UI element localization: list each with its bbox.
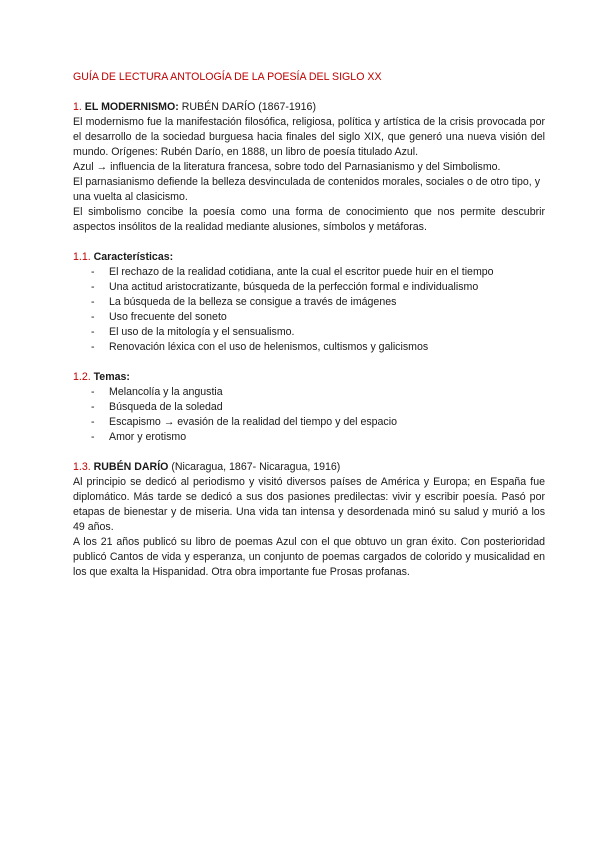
section-1-paragraph-1: El modernismo fue la manifestación filosófica, religiosa, política y artística de la crisis provocada por el desarrollo de la sociedad burguesa hacia finales del siglo XIX, que generó una nueva visión del mundo. Orígenes: Rubén Darío, en 1888, un libro de poesía titulado Azul.: [73, 116, 545, 158]
list-item: - Búsqueda de la soledad: [73, 400, 545, 415]
section-1-1-title: Características:: [93, 251, 174, 263]
list-item: - Uso frecuente del soneto: [73, 310, 545, 325]
section-1-2-heading: [73, 370, 545, 385]
section-1-paragraph-4: El simbolismo concibe la poesía como una forma de conocimiento que nos permite descubrir aspectos insólitos de la realidad mediante alusiones, símbolos y metáforas.: [73, 206, 545, 233]
section-1-3-subtitle: (Nicaragua, 1867- Nicaragua, 1916): [171, 461, 341, 473]
section-1-2-title: Temas:: [93, 371, 130, 383]
section-1-2-number: 1.2.: [73, 371, 91, 383]
list-item: - El uso de la mitología y el sensualismo.: [73, 325, 545, 340]
list-item: - Escapismo → evasión de la realidad del tiempo y del espacio: [73, 415, 545, 430]
section-1-paragraph-2: Azul → influencia de la literatura francesa, sobre todo del Parnasianismo y del Simbolismo.: [73, 161, 501, 173]
characteristics-list: [73, 265, 545, 355]
document-title: GUÍA DE LECTURA ANTOLOGÍA DE LA POESÍA DEL SIGLO XX: [73, 71, 382, 83]
section-1-3-number: 1.3.: [73, 461, 91, 473]
section-1-3-heading: [73, 460, 545, 475]
themes-list: [73, 385, 545, 445]
list-item: - El rechazo de la realidad cotidiana, ante la cual el escritor puede huir en el tiempo: [73, 265, 545, 280]
list-item: - Una actitud aristocratizante, búsqueda de la perfección formal e individualismo: [73, 280, 545, 295]
list-item: - La búsqueda de la belleza se consigue a través de imágenes: [73, 295, 545, 310]
section-1-3-paragraph-2: A los 21 años publicó su libro de poemas Azul con el que obtuvo un gran éxito. Con posterioridad publicó Cantos de vida y esperanza, un conjunto de poemas cargados de colorido y musicalidad en los que exalta la Hispanidad. Otra obra importante fue Prosas profanas.: [73, 536, 545, 578]
list-item: - Melancolía y la angustia: [73, 385, 545, 400]
section-1-1-heading: [73, 250, 545, 265]
section-1-title: EL MODERNISMO:: [84, 101, 179, 113]
section-1-subtitle: RUBÉN DARÍO (1867-1916): [181, 101, 316, 113]
section-1-heading: [73, 100, 545, 115]
section-1-1-number: 1.1.: [73, 251, 91, 263]
list-item: - Amor y erotismo: [73, 430, 545, 445]
document-page: [73, 70, 545, 580]
section-1-number: 1.: [73, 101, 82, 113]
list-item: - Renovación léxica con el uso de helenismos, cultismos y galicismos: [73, 340, 545, 355]
section-1-paragraph-3: El parnasianismo defiende la belleza desvinculada de contenidos morales, sociales o de otro tipo, y una vuelta al clasicismo.: [73, 176, 540, 203]
section-1-3-paragraph-1: Al principio se dedicó al periodismo y visitó diversos países de América y Europa; en España fue diplomático. Más tarde se dedicó a sus dos pasiones predilectas: vivir y escribir poesía. Pasó por etapas de bienestar y de miseria. Una vida tan intensa y desordenada minó su salud y murió a los 49 años.: [73, 476, 545, 533]
section-1-3-title: RUBÉN DARÍO: [93, 461, 169, 473]
